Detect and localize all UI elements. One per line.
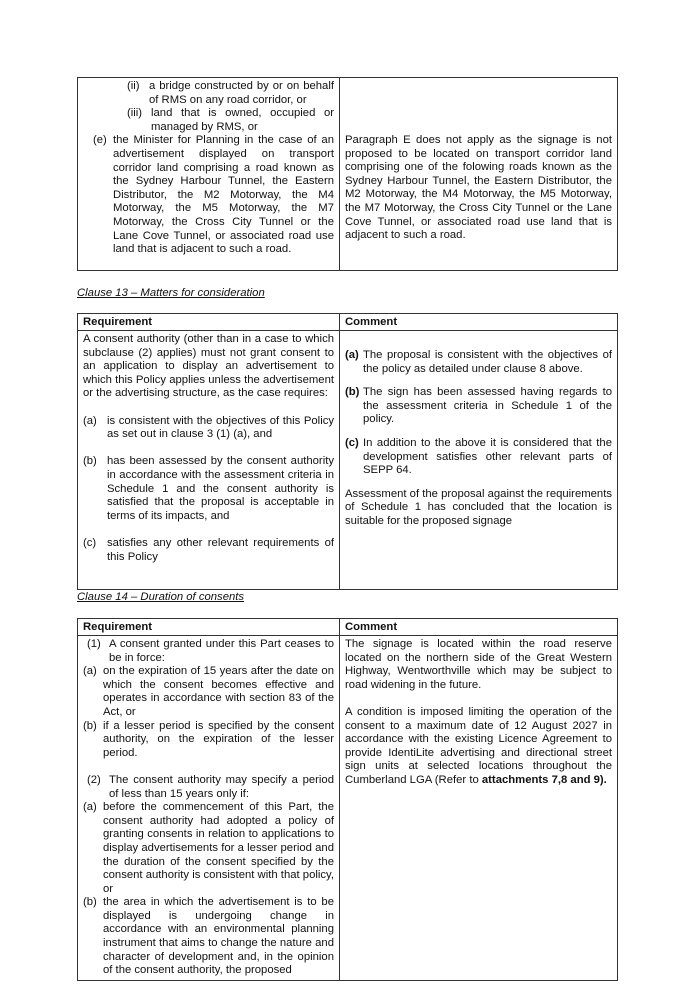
list-item	[83, 107, 334, 134]
comment-header: Comment	[340, 619, 618, 636]
requirement-cell	[78, 331, 340, 590]
clause-13-table	[77, 313, 618, 590]
clause-13-caption: Clause 13 – Matters for consideration	[77, 287, 265, 299]
item-label: (a)	[83, 801, 97, 814]
list-item	[83, 415, 334, 442]
item-label: (ii)	[127, 80, 140, 92]
item-label: (b)	[345, 386, 360, 399]
item-text: the area in which the advertisement is to be displayed is undergoing change in accordance with an environmental planning instrument that aims to change the nature and character of development and, in the opinion of the consent authority, the proposed	[103, 896, 334, 977]
comment-cell	[340, 331, 618, 590]
item-text: A consent granted under this Part ceases to be in force:	[109, 638, 334, 664]
item-label: (b)	[83, 896, 97, 909]
item-label: (c)	[345, 436, 359, 449]
comment-cell	[340, 78, 618, 271]
list-item	[83, 720, 334, 761]
clause-14-caption: Clause 14 – Duration of consents	[77, 591, 245, 603]
item-text: satisfies any other relevant requirements of this Policy	[107, 536, 334, 563]
item-text: a bridge constructed by or on behalf of RMS on any road corridor, or	[149, 80, 334, 106]
item-text: The consent authority may specify a period of less than 15 years only if:	[109, 773, 334, 800]
item-label: (1)	[87, 638, 101, 650]
item-label: (a)	[83, 665, 97, 678]
attachments-reference: attachments 7,8 and 9).	[481, 773, 607, 786]
item-text: The sign has been assessed having regards to the assessment criteria in Schedule 1 of the policy.	[363, 386, 612, 426]
comment-text-part: A condition is imposed limiting the operation of the consent to a maximum date of 12 August 2027 in accordance with the existing Licence Agreement to provide IdentiLite advertising and directional street sign units at selected locations throughout the Cumberland LGA (Refer to	[345, 705, 612, 786]
item-label: (b)	[83, 455, 97, 468]
clause-continuation-table	[77, 77, 618, 271]
comment-cell	[340, 636, 618, 981]
table-header-row	[78, 619, 618, 636]
list-item	[83, 774, 334, 801]
list-item	[83, 665, 334, 719]
requirement-header: Requirement	[78, 619, 340, 636]
list-item	[83, 638, 334, 665]
item-text: if a lesser period is specified by the consent authority, on the expiration of the lesser period.	[103, 719, 334, 759]
comment-text	[345, 706, 612, 788]
table-row	[78, 636, 618, 981]
list-item	[83, 455, 334, 523]
item-label: (iii)	[127, 107, 143, 120]
item-text: The proposal is consistent with the objectives of the policy as detailed under clause 8 above.	[363, 349, 612, 375]
item-label: (e)	[93, 134, 107, 147]
list-item	[83, 80, 334, 107]
clause-14-table	[77, 618, 618, 981]
item-label: (a)	[83, 414, 97, 427]
requirement-cell	[78, 78, 340, 271]
table-header-row	[78, 314, 618, 331]
item-text: has been assessed by the consent authority in accordance with the assessment criteria in Schedule 1 and the consent authority is satisfied that the proposal is acceptable in terms of its impacts, and	[107, 455, 334, 522]
item-text: on the expiration of 15 years after the date on which the consent becomes effective and operates in accordance with section 83 of the Act, or	[103, 665, 334, 718]
list-item	[345, 437, 612, 478]
item-text: before the commencement of this Part, the consent authority had adopted a policy of granting consents in relation to applications to display advertisements for a lesser period and the duration of the consent specified by the consent authority is consistent with that policy, or	[103, 801, 334, 895]
requirement-header: Requirement	[78, 314, 340, 331]
list-item	[345, 386, 612, 427]
comment-header: Comment	[340, 314, 618, 331]
comment-text: Paragraph E does not apply as the signage is not proposed to be located on transport corridor land comprising one of the folowing roads known as the Sydney Harbour Tunnel, the Eastern Distributor, the M2 Motorway, the M4 Motorway, the M5 Motorway, the M7 Motorway, the Cross City Tunnel or the Lane Cove Tunnel, or associated road use land that is adjacent to such a road.	[345, 134, 612, 242]
requirement-intro: A consent authority (other than in a case to which subclause (2) applies) must not grant consent to an application to display an advertisement to which this Policy applies unless the advertisement or the advertising structure, as the case requires:	[83, 333, 334, 400]
item-text: land that is owned, occupied or managed by RMS, or	[151, 107, 334, 133]
assessment-text: Assessment of the proposal against the requirements of Schedule 1 has concluded that the location is suitable for the proposed signage	[345, 487, 612, 527]
item-text: is consistent with the objectives of this Policy as set out in clause 3 (1) (a), and	[107, 414, 334, 441]
requirement-cell	[78, 636, 340, 981]
list-item	[83, 896, 334, 978]
item-label: (2)	[87, 773, 101, 786]
comment-text: The signage is located within the road reserve located on the northern side of the Great Western Highway, Wentworthville which may be subject to road widening in the future.	[345, 638, 612, 691]
item-text: In addition to the above it is considered that the development satisfies other relevant parts of SEPP 64.	[363, 436, 612, 477]
item-label: (c)	[83, 536, 97, 549]
item-label: (a)	[345, 349, 359, 361]
table-row	[78, 331, 618, 590]
list-item	[83, 801, 334, 896]
list-item	[345, 349, 612, 376]
list-item	[83, 134, 334, 256]
item-text: the Minister for Planning in the case of an advertisement displayed on transport corridor land comprising a road known as the Sydney Harbour Tunnel, the Eastern Distributor, the M2 Motorway, the M4 Motorway, the M5 Motorway, the M7 Motorway, the Cross City Tunnel or the Lane Cove Tunnel, or associated road use land that is adjacent to such a road.	[113, 134, 334, 256]
list-item	[83, 537, 334, 564]
table-row	[78, 78, 618, 271]
item-label: (b)	[83, 719, 97, 732]
